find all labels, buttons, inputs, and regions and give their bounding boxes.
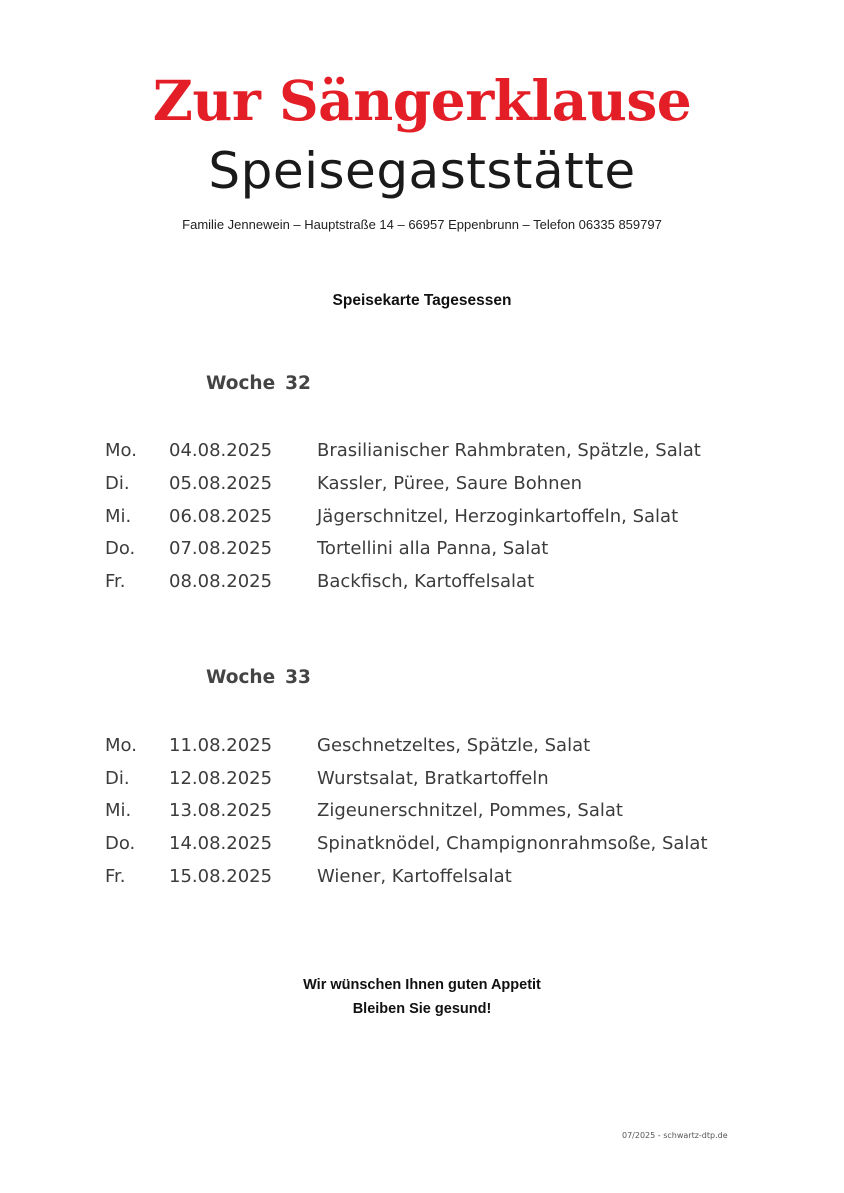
week-label: Woche — [206, 667, 276, 688]
week-number: 33 — [285, 667, 311, 688]
menu-day: Di. — [105, 768, 130, 789]
menu-dish: Jägerschnitzel, Herzoginkartoffeln, Salat — [317, 506, 679, 527]
menu-dish: Backfisch, Kartoffelsalat — [317, 571, 535, 592]
menu-date: 08.08.2025 — [169, 571, 273, 592]
menu-row — [0, 532, 844, 565]
menu-date: 06.08.2025 — [169, 506, 273, 527]
menu-date: 13.08.2025 — [169, 800, 273, 821]
menu-dish: Wiener, Kartoffelsalat — [317, 866, 512, 887]
menu-row — [0, 794, 844, 827]
menu-row — [0, 467, 844, 500]
menu-day: Do. — [105, 538, 136, 559]
menu-day: Mo. — [105, 735, 137, 756]
menu-dish: Geschnetzeltes, Spätzle, Salat — [317, 735, 591, 756]
restaurant-logo-subtitle: Speisegaststätte — [208, 142, 636, 200]
menu-dish: Spinatknödel, Champignonrahmsoße, Salat — [317, 833, 708, 854]
menu-dish: Kassler, Püree, Saure Bohnen — [317, 473, 583, 494]
menu-date: 15.08.2025 — [169, 866, 273, 887]
menu-day: Mi. — [105, 800, 132, 821]
menu-dish: Zigeunerschnitzel, Pommes, Salat — [317, 800, 623, 821]
menu-row — [0, 860, 844, 893]
week-label: Woche — [206, 373, 276, 394]
menu-row — [0, 729, 844, 762]
menu-date: 11.08.2025 — [169, 735, 273, 756]
menu-date: 04.08.2025 — [169, 440, 273, 461]
menu-row — [0, 762, 844, 795]
menu-day: Do. — [105, 833, 136, 854]
menu-date: 05.08.2025 — [169, 473, 273, 494]
menu-day: Fr. — [105, 866, 126, 887]
closing-line-gesund: Bleiben Sie gesund! — [352, 1001, 492, 1017]
menu-day: Mo. — [105, 440, 137, 461]
week-heading — [206, 667, 311, 688]
menu-heading: Speisekarte Tagesessen — [332, 292, 512, 309]
address-line: Familie Jennewein – Hauptstraße 14 – 66957 Eppenbrunn – Telefon 06335 859797 — [182, 217, 662, 232]
menu-dish: Wurstsalat, Bratkartoffeln — [317, 768, 549, 789]
menu-day: Mi. — [105, 506, 132, 527]
menu-date: 07.08.2025 — [169, 538, 273, 559]
week-number: 32 — [285, 373, 311, 394]
menu-date: 12.08.2025 — [169, 768, 273, 789]
menu-row — [0, 565, 844, 598]
week-heading — [206, 373, 311, 394]
menu-day: Fr. — [105, 571, 126, 592]
footer-credit: 07/2025 - schwartz-dtp.de — [622, 1131, 728, 1140]
menu-row — [0, 434, 844, 467]
menu-row — [0, 827, 844, 860]
menu-date: 14.08.2025 — [169, 833, 273, 854]
menu-day: Di. — [105, 473, 130, 494]
restaurant-logo-title: Zur Sängerklause — [152, 68, 692, 133]
menu-dish: Brasilianischer Rahmbraten, Spätzle, Salat — [317, 440, 701, 461]
menu-dish: Tortellini alla Panna, Salat — [317, 538, 549, 559]
closing-line-appetit: Wir wünschen Ihnen guten Appetit — [303, 977, 541, 993]
menu-row — [0, 500, 844, 533]
